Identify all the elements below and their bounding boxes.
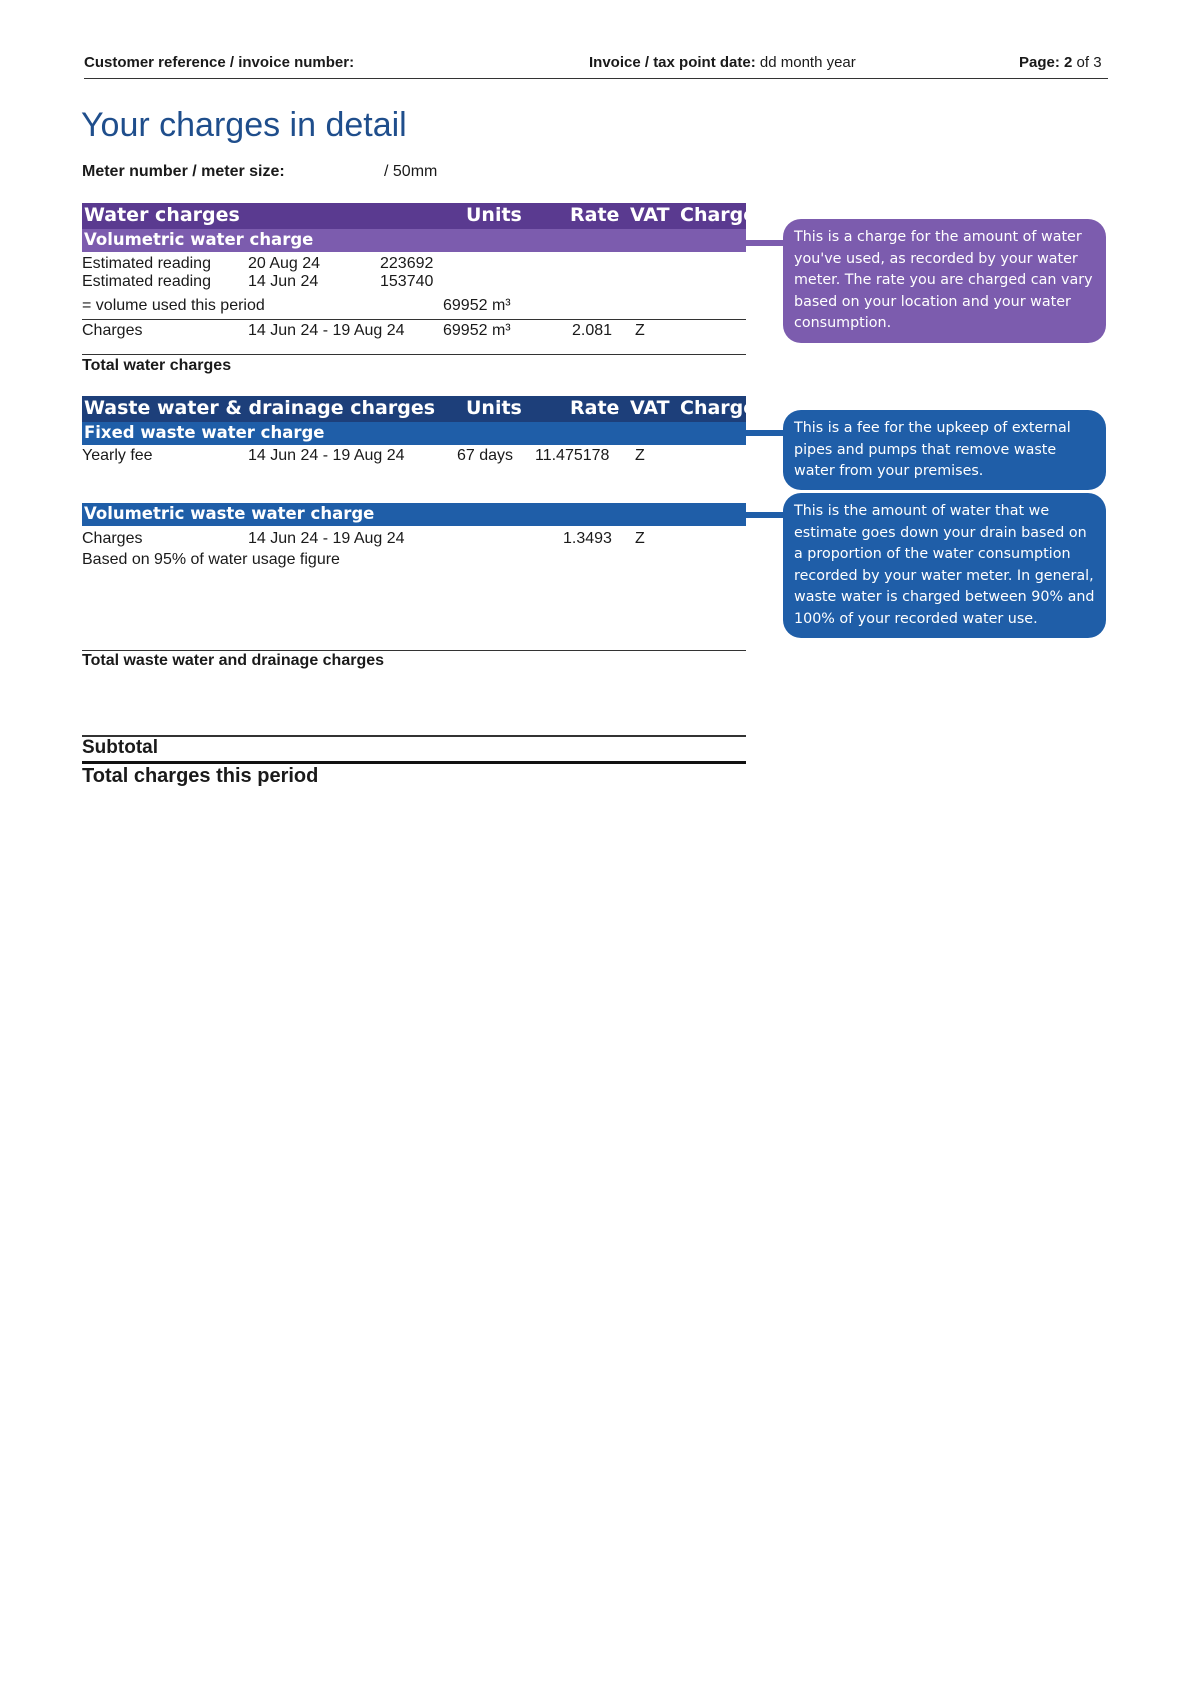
water-charges-header — [82, 203, 757, 229]
fixed-waste-callout: This is a fee for the upkeep of external pipes and pumps that remove waste water from your premises. — [783, 410, 1106, 490]
volumetric-water-heading: Volumetric water charge — [84, 230, 314, 249]
volumetric-waste-callout: This is the amount of water that we estimate goes down your drain based on a proportion of the water consumption recorded by your water meter. In general, waste water is charged between 90% and 100% of your recorded water use. — [783, 493, 1106, 638]
based-on-note: Based on 95% of water usage figure — [82, 551, 340, 568]
water-charge-callout: This is a charge for the amount of water you've used, as recorded by your water meter. The rate you are charged can vary based on your location and your water consumption. — [783, 219, 1106, 343]
water-rule — [82, 319, 746, 320]
yearly-fee-label: Yearly fee — [82, 447, 153, 464]
col-charge: Charge — [680, 204, 757, 226]
volumetric-waste-heading: Volumetric waste water charge — [84, 504, 375, 523]
water-charges-row-period: 14 Jun 24 - 19 Aug 24 — [248, 322, 405, 339]
volume-used-label: = volume used this period — [82, 297, 265, 314]
yearly-fee-vat: Z — [635, 447, 645, 464]
waste-total-rule — [82, 650, 746, 651]
col-units: Units — [466, 204, 522, 226]
col-units: Units — [466, 397, 522, 419]
water-charges-row-vat: Z — [635, 322, 645, 339]
volumetric-water-subheader — [82, 229, 746, 252]
water-charges-heading: Water charges — [84, 204, 240, 226]
total-water-charges-label: Total water charges — [82, 357, 232, 374]
page-title: Your charges in detail — [81, 106, 407, 144]
col-rate: Rate — [570, 204, 620, 226]
col-charge: Charge — [680, 397, 757, 419]
page-label: Page: — [1019, 54, 1060, 71]
water-charges-row-units: 69952 m³ — [443, 322, 511, 339]
col-vat: VAT — [630, 397, 670, 419]
col-vat: VAT — [630, 204, 670, 226]
reading-date: 14 Jun 24 — [248, 273, 319, 290]
page-current: 2 — [1064, 54, 1073, 71]
yearly-fee-period: 14 Jun 24 - 19 Aug 24 — [248, 447, 405, 464]
total-waste-charges-label: Total waste water and drainage charges — [82, 652, 385, 669]
fixed-waste-subheader — [82, 422, 746, 445]
col-rate: Rate — [570, 397, 620, 419]
volumetric-waste-subheader — [82, 503, 746, 526]
subtotal-label: Subtotal — [82, 737, 158, 758]
volume-used-value: 69952 m³ — [443, 297, 511, 314]
total-charges-label: Total charges this period — [82, 765, 319, 787]
meter-value: / 50mm — [384, 163, 438, 180]
invoice-date-value: dd month year — [759, 54, 856, 71]
subtotal-rule — [82, 735, 746, 737]
reading-label: Estimated reading — [82, 255, 211, 272]
waste-water-heading: Waste water & drainage charges — [84, 397, 436, 419]
total-rule — [82, 761, 746, 764]
reading-label: Estimated reading — [82, 273, 211, 290]
waste-charges-row-rate: 1.3493 — [563, 530, 612, 547]
invoice-date — [589, 54, 856, 71]
fixed-waste-heading: Fixed waste water charge — [84, 423, 325, 442]
waste-water-header — [82, 396, 757, 422]
yearly-fee-rate: 11.475178 — [535, 447, 610, 464]
waste-charges-row-label: Charges — [82, 530, 143, 547]
waste-charges-row-vat: Z — [635, 530, 645, 547]
reading-date: 20 Aug 24 — [248, 255, 321, 272]
reading-value: 223692 — [380, 255, 434, 272]
customer-reference-label: Customer reference / invoice number: — [84, 54, 355, 71]
meter-label: Meter number / meter size: — [82, 163, 285, 180]
page-total: of 3 — [1076, 54, 1102, 71]
invoice-date-label: Invoice / tax point date: — [589, 54, 756, 71]
header-rule — [84, 78, 1108, 79]
water-charges-row-rate: 2.081 — [572, 322, 613, 339]
page-indicator — [1019, 54, 1102, 71]
reading-value: 153740 — [380, 273, 434, 290]
waste-charges-row-period: 14 Jun 24 - 19 Aug 24 — [248, 530, 405, 547]
water-charges-row-label: Charges — [82, 322, 143, 339]
yearly-fee-units: 67 days — [457, 447, 514, 464]
water-total-rule — [82, 354, 746, 355]
